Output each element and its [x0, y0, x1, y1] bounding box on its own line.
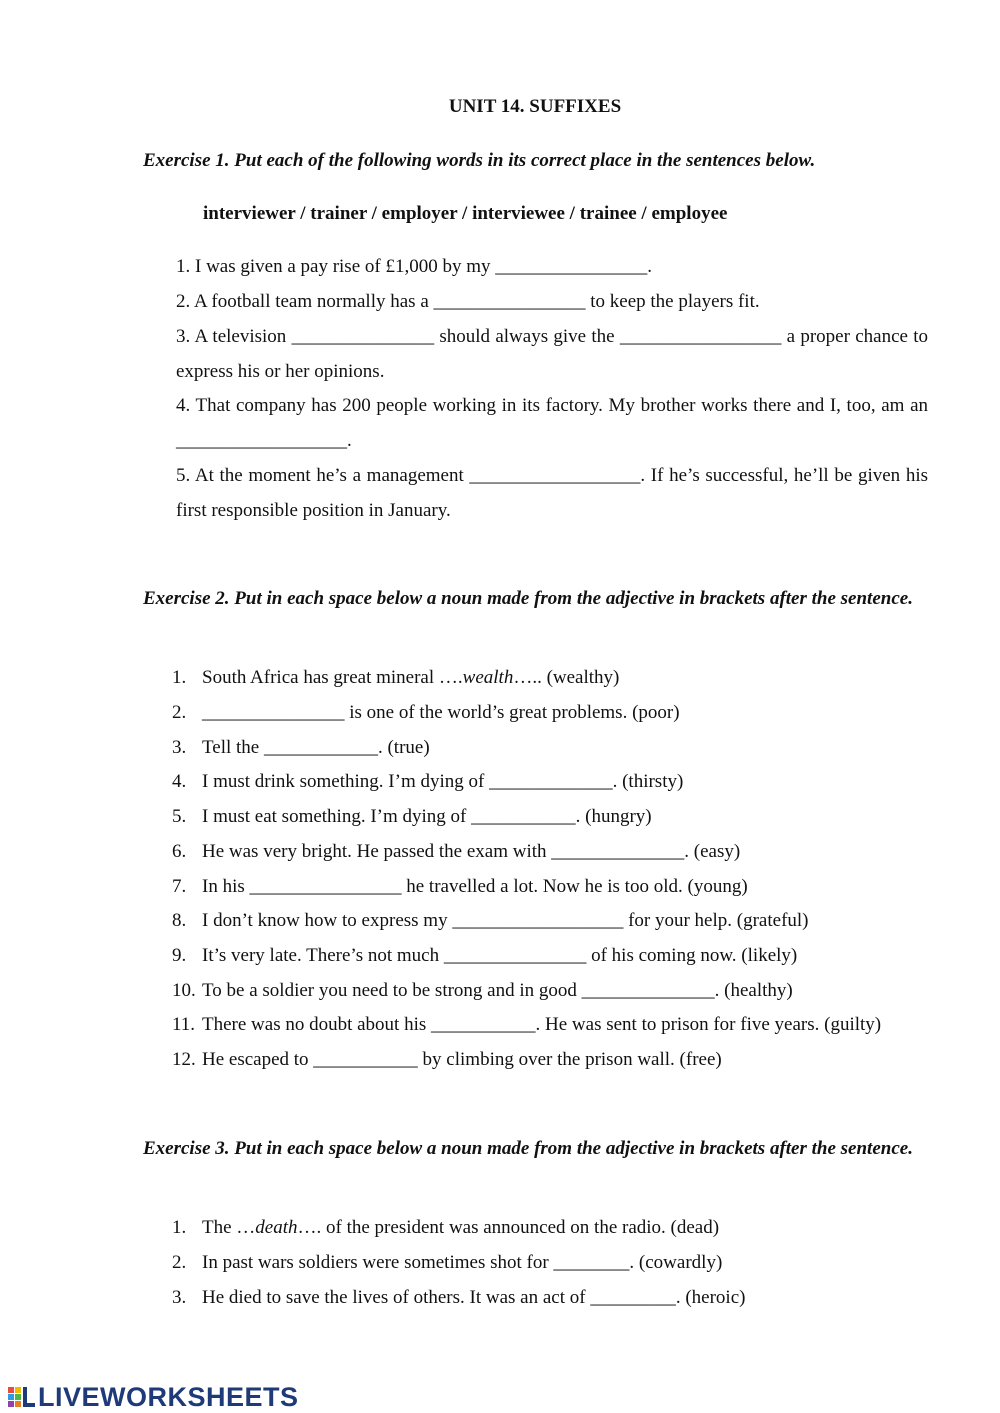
- exercise-2-example: [172, 663, 932, 693]
- item-number: 2.: [172, 702, 187, 723]
- item-number: 6.: [172, 841, 187, 862]
- item-text: He died to save the lives of others. It was an act of _________. (heroic): [202, 1287, 746, 1308]
- item-text: I must drink something. I’m dying of _____________. (thirsty): [202, 771, 684, 792]
- item-number: 8.: [172, 910, 187, 931]
- exercise-2-item-3: [172, 733, 932, 763]
- example-answer: wealth: [462, 667, 514, 688]
- exercise-2-item-9: [172, 941, 932, 971]
- item-number: 2.: [172, 1252, 187, 1273]
- item-text: To be a soldier you need to be strong and in good ______________. (healthy): [202, 980, 793, 1001]
- page-title: UNIT 14. SUFFIXES: [448, 96, 622, 117]
- item-text: In his ________________ he travelled a lot. Now he is too old. (young): [202, 876, 748, 897]
- item-text: Tell the ____________. (true): [202, 737, 430, 758]
- exercise-2-item-7: [172, 872, 932, 902]
- exercise-2-item-8: [172, 906, 932, 936]
- item-number: 4.: [172, 771, 187, 792]
- item-text: He escaped to ___________ by climbing over the prison wall. (free): [202, 1049, 722, 1070]
- word-bank: interviewer / trainer / employer / interviewee / trainee / employee: [203, 203, 728, 224]
- exercise-3-example: [172, 1213, 932, 1243]
- example-post: …. of the president was announced on the radio. (dead): [297, 1217, 720, 1238]
- item-text: It’s very late. There’s not much _______________ of his coming now. (likely): [202, 945, 798, 966]
- item-text: In past wars soldiers were sometimes shot for ________. (cowardly): [202, 1252, 723, 1273]
- exercise-2-item-5: [172, 802, 932, 832]
- liveworksheets-logo: [8, 1382, 299, 1412]
- exercise-2-item-6: [172, 837, 932, 867]
- exercise-1-item-5: 5. At the moment he’s a management __________________. If he’s successful, he’ll be given his first responsible position in January.: [176, 465, 928, 521]
- exercise-3-item-3: [172, 1283, 932, 1313]
- item-number: 1.: [172, 1217, 187, 1238]
- logo-blocks-icon: [8, 1385, 36, 1409]
- exercise-2-item-4: [172, 767, 932, 797]
- item-text: He was very bright. He passed the exam with ______________. (easy): [202, 841, 741, 862]
- logo-text: LIVEWORKSHEETS: [38, 1381, 299, 1412]
- item-text: _______________ is one of the world’s great problems. (poor): [202, 702, 680, 723]
- item-number: 3.: [172, 1287, 187, 1308]
- exercise-2-item-10: [172, 976, 932, 1006]
- item-number: 5.: [172, 806, 187, 827]
- item-number: 10.: [172, 980, 196, 1001]
- item-number: 3.: [172, 737, 187, 758]
- exercise-2-heading: Exercise 2. Put in each space below a noun made from the adjective in brackets after the sentence.: [143, 588, 913, 609]
- example-pre: South Africa has great mineral ….: [202, 667, 463, 688]
- item-text: I don’t know how to express my __________________ for your help. (grateful): [202, 910, 809, 931]
- exercise-1-item-3: 3. A television _______________ should always give the _________________ a proper chance to express his or her opinions.: [176, 326, 928, 382]
- exercise-2-item-11: [172, 1010, 932, 1040]
- exercise-3-heading: Exercise 3. Put in each space below a noun made from the adjective in brackets after the sentence.: [143, 1138, 913, 1159]
- item-number: 12.: [172, 1049, 196, 1070]
- exercise-1-heading: Exercise 1. Put each of the following words in its correct place in the sentences below.: [143, 150, 816, 171]
- item-number: 11.: [172, 1014, 196, 1035]
- example-post: ….. (wealthy): [513, 667, 620, 688]
- item-number: 9.: [172, 945, 187, 966]
- exercise-1-item-4: 4. That company has 200 people working in its factory. My brother works there and I, too, am an __________________.: [176, 395, 928, 451]
- item-text: I must eat something. I’m dying of ___________. (hungry): [202, 806, 652, 827]
- exercise-2-item-12: [172, 1045, 932, 1075]
- example-pre: The …: [202, 1217, 256, 1238]
- item-number: 1.: [172, 667, 187, 688]
- exercise-3-item-2: [172, 1248, 932, 1278]
- example-answer: death: [255, 1217, 298, 1238]
- item-number: 7.: [172, 876, 187, 897]
- exercise-1-item-1: 1. I was given a pay rise of £1,000 by my ________________.: [176, 256, 652, 277]
- item-text: There was no doubt about his ___________. He was sent to prison for five years. (guilty): [202, 1014, 882, 1035]
- exercise-2-item-2: [172, 698, 932, 728]
- exercise-1-item-2: 2. A football team normally has a ________________ to keep the players fit.: [176, 291, 760, 312]
